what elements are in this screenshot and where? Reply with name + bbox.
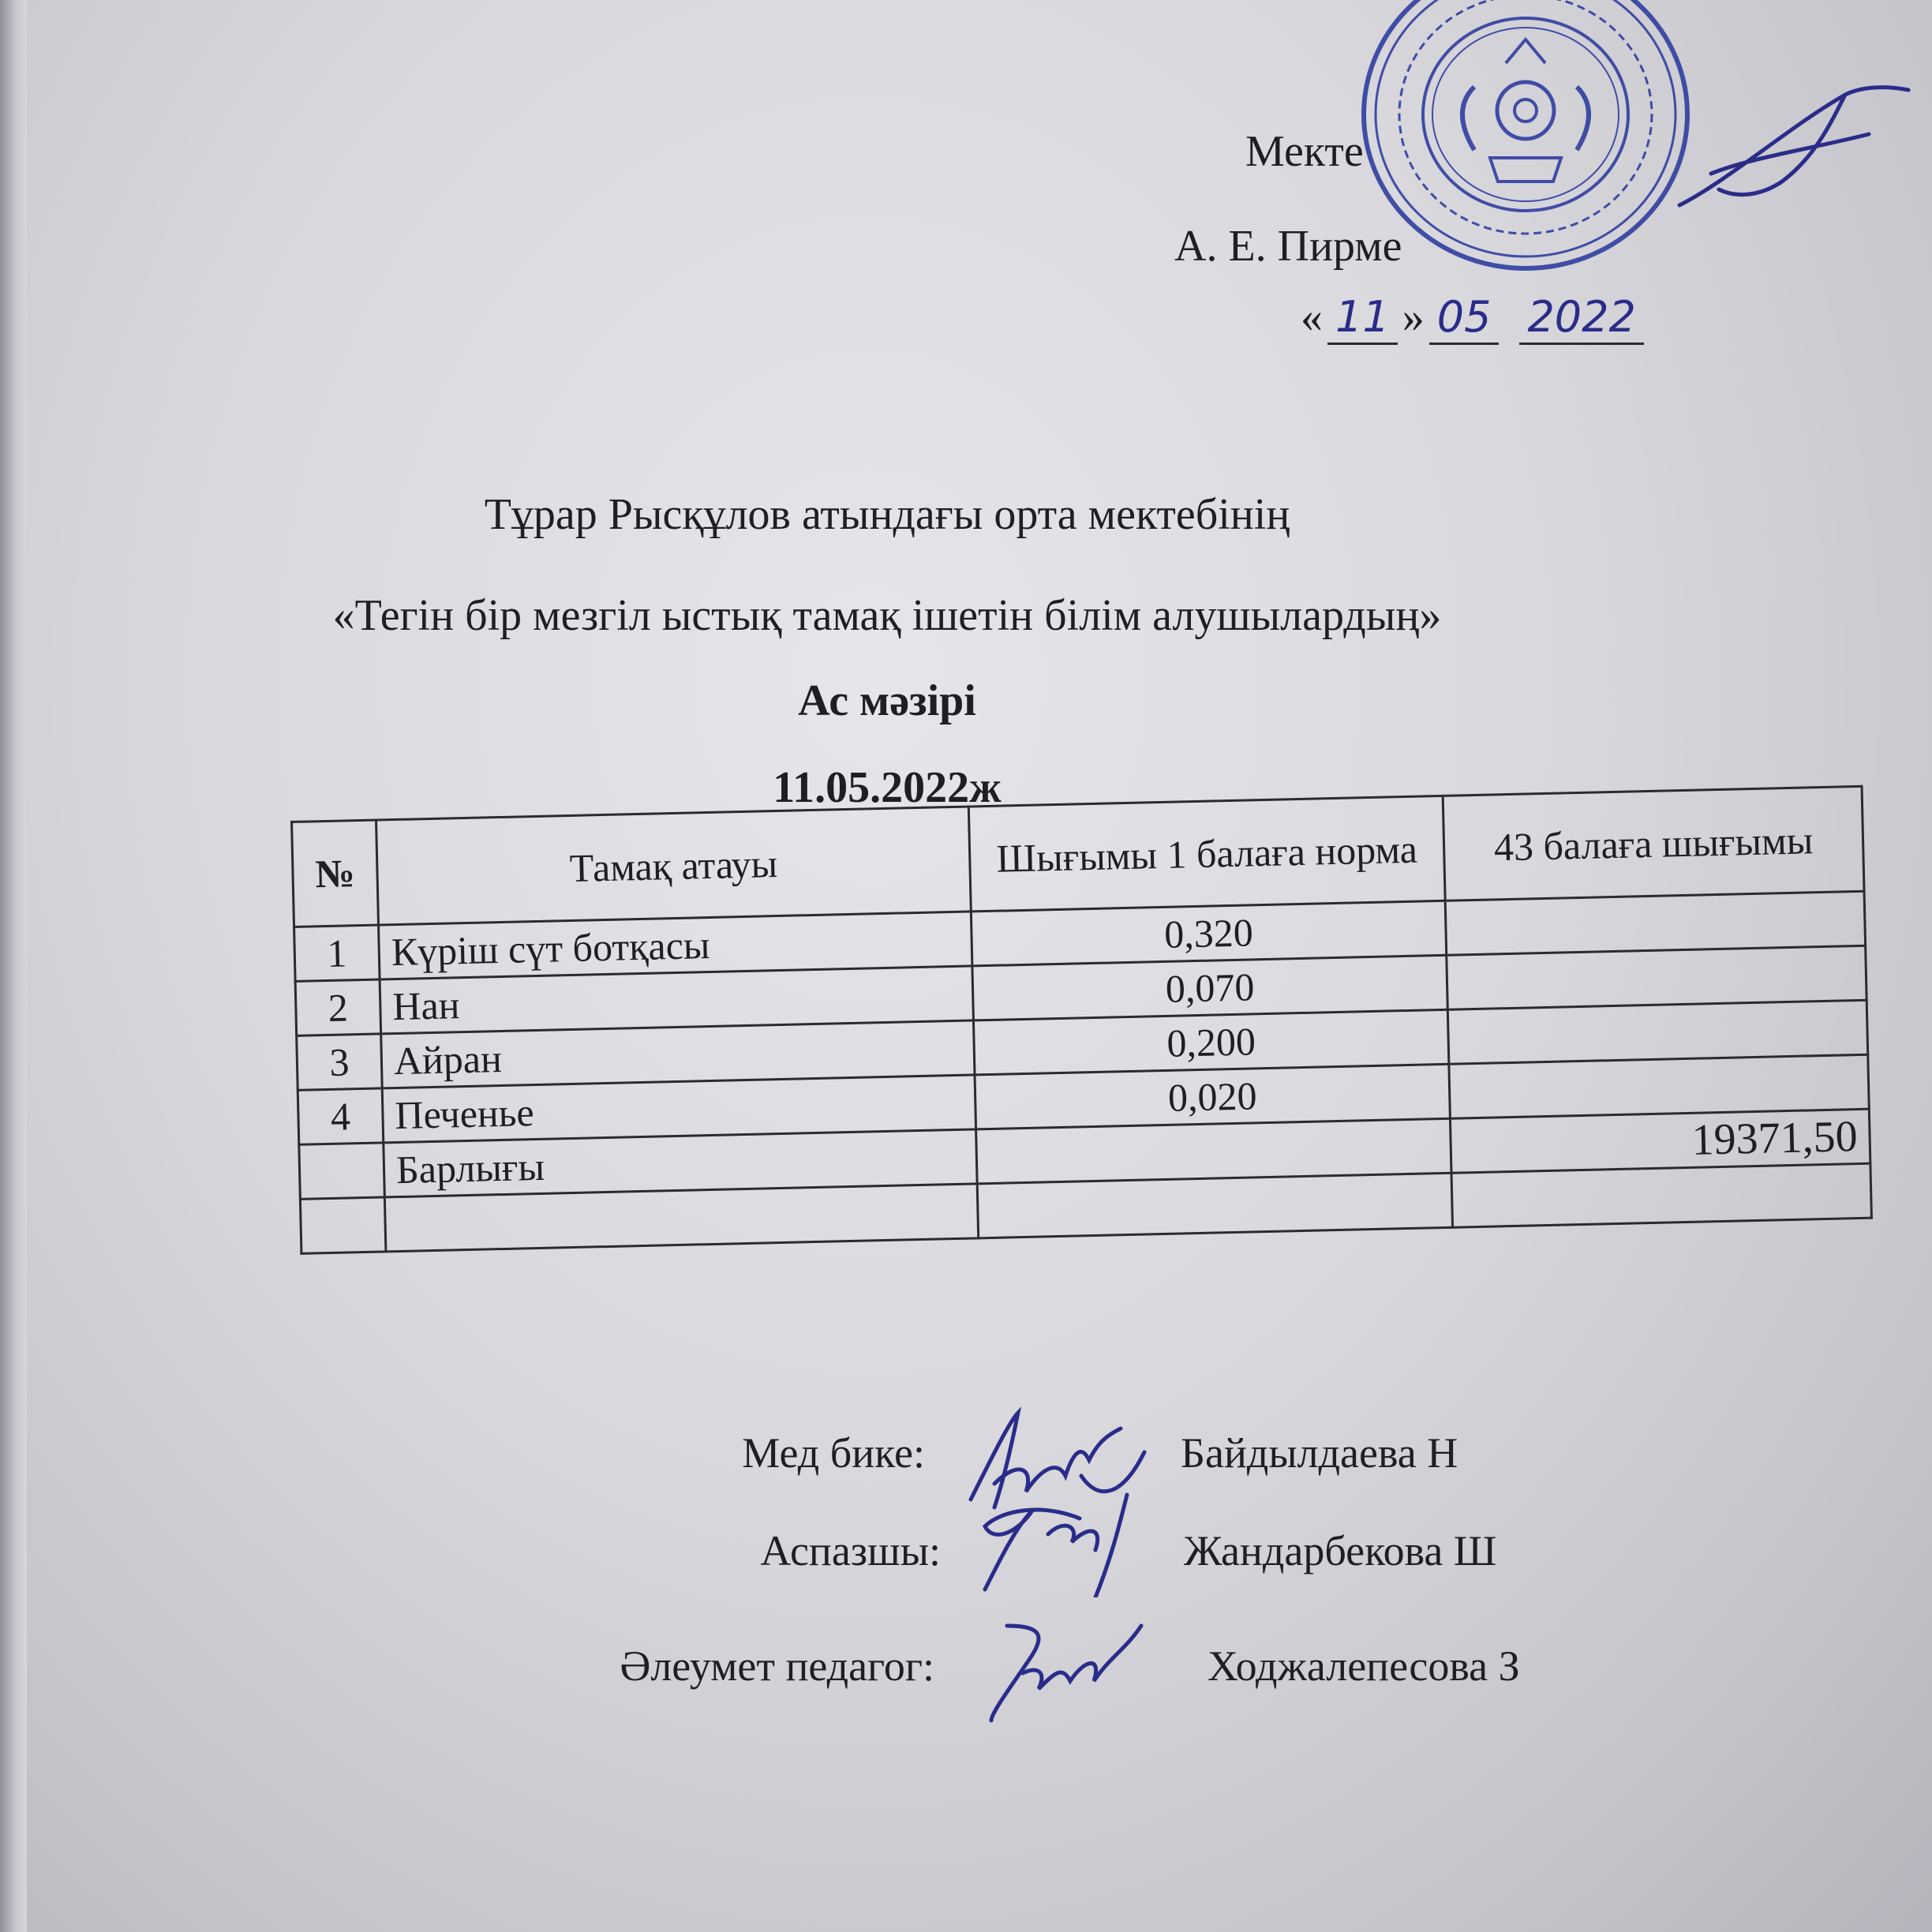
date-day: 11 — [1335, 292, 1390, 342]
date-year: 2022 — [1527, 292, 1636, 342]
page-edge-shadow — [0, 0, 27, 1932]
row-dish-name: Барлығы — [384, 1129, 977, 1197]
signer-name: Ходжалепесова З — [1208, 1642, 1520, 1690]
row-dish-name: Айран — [381, 1020, 975, 1088]
row-norm: 0,020 — [975, 1064, 1450, 1129]
row-no — [300, 1197, 386, 1253]
menu-heading: Ас мәзірі — [798, 676, 976, 725]
date-month: 05 — [1436, 292, 1492, 342]
row-total — [1445, 891, 1865, 955]
row-total: 19371,50 — [1450, 1109, 1870, 1173]
row-norm: 0,070 — [972, 955, 1447, 1020]
school-name-heading: Тұрар Рысқұлов атындағы орта мектебінің — [484, 490, 1290, 539]
signer-role: Мед бике: — [742, 1429, 925, 1477]
menu-table-container — [290, 785, 1873, 1255]
row-norm — [977, 1173, 1452, 1238]
row-total — [1449, 1054, 1869, 1118]
row-dish-name: Печенье — [382, 1075, 975, 1143]
approval-date — [1301, 292, 1649, 345]
header-dish-name: Тамақ атауы — [376, 807, 972, 925]
row-no: 1 — [294, 925, 380, 981]
signer-role: Әлеумет педагог: — [620, 1642, 934, 1690]
approval-block — [1143, 0, 1932, 363]
header-total-43: 43 балаға шығымы — [1443, 786, 1864, 900]
row-dish-name: Күріш сүт ботқасы — [379, 912, 972, 979]
date-close-quote: » — [1402, 293, 1425, 342]
row-total — [1451, 1163, 1871, 1227]
date-day-field — [1327, 292, 1398, 345]
header-norm-per-child: Шығымы 1 балаға норма — [968, 796, 1445, 912]
row-total — [1447, 945, 1866, 1009]
approval-name: А. Е. Пирме — [1174, 222, 1402, 271]
row-no — [299, 1143, 385, 1199]
header-no: № — [292, 820, 379, 927]
row-norm: 0,200 — [973, 1009, 1448, 1075]
signature-icon — [969, 1479, 1159, 1597]
menu-date-heading: 11.05.2022ж — [773, 763, 1002, 812]
signer-name: Жандарбекова Ш — [1184, 1527, 1497, 1574]
row-no: 3 — [297, 1034, 383, 1090]
approval-role: Мекте — [1245, 127, 1364, 176]
director-signature-icon — [1664, 79, 1924, 221]
official-stamp-icon — [1356, 0, 1695, 276]
date-month-field — [1429, 292, 1500, 345]
row-dish-name: Нан — [380, 966, 973, 1034]
program-heading: «Тегін бір мезгіл ыстық тамақ ішетін білім алушылардың» — [332, 591, 1442, 640]
menu-table — [290, 785, 1873, 1255]
row-total — [1447, 1000, 1867, 1064]
signer-role: Аспазшы: — [760, 1527, 941, 1574]
row-norm: 0,320 — [971, 900, 1446, 966]
date-year-field — [1519, 292, 1643, 345]
date-open-quote: « — [1301, 293, 1323, 342]
row-no: 2 — [295, 979, 381, 1035]
signature-icon — [975, 1610, 1165, 1728]
row-no: 4 — [298, 1088, 384, 1144]
signer-name: Байдылдаева Н — [1181, 1429, 1458, 1477]
